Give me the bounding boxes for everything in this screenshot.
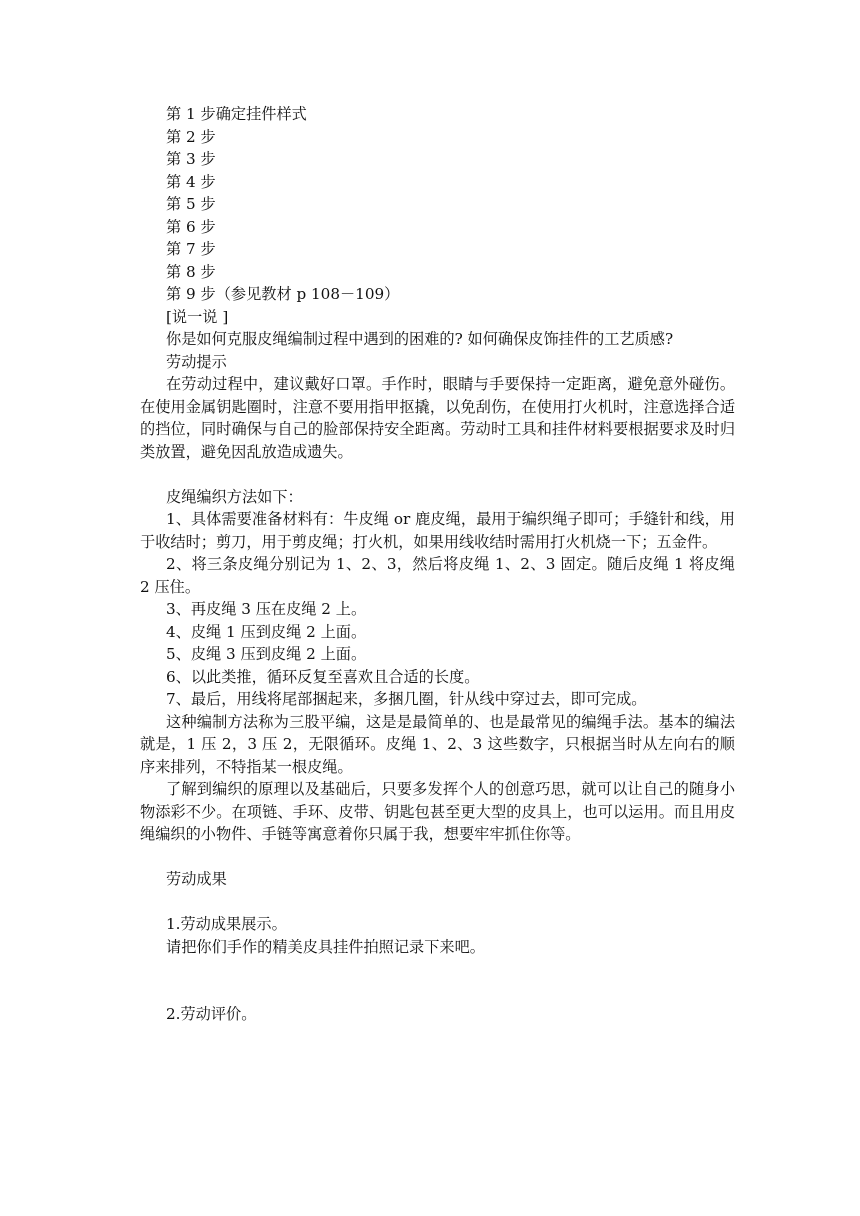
document-page (140, 103, 735, 1026)
step-item: 第 1 步确定挂件样式 (166, 105, 307, 123)
step-item: 第 9 步（参见教材 p 108－109） (166, 285, 400, 303)
step-item: 第 7 步 (166, 240, 216, 258)
method-item: 3、再皮绳 3 压在皮绳 2 上。 (166, 600, 367, 618)
method-paragraph: 了解到编织的原理以及基础后，只要多发挥个人的创意巧思，就可以让自己的随身小物添彩不少。在项链、手环、皮带、钥匙包甚至更大型的皮具上，也可以运用。而且用皮绳编织的小物件、手链等寓意着你只属于我，想要牢牢抓住你等。 (140, 780, 735, 843)
spacer (140, 958, 735, 1003)
method-heading: 皮绳编织方法如下： (166, 487, 303, 506)
method-item: 5、皮绳 3 压到皮绳 2 上面。 (166, 645, 367, 663)
steps-list (140, 103, 735, 306)
discuss-label: [说一说 ] (166, 307, 229, 326)
spacer (140, 846, 735, 869)
method-item: 4、皮绳 1 压到皮绳 2 上面。 (166, 622, 367, 641)
discuss-question: 你是如何克服皮绳编制过程中遇到的困难的? 如何确保皮饰挂件的工艺质感? (166, 330, 674, 348)
spacer (140, 891, 735, 914)
step-item: 第 8 步 (166, 262, 216, 281)
method-item: 7、最后，用线将尾部捆起来，多捆几圈，针从线中穿过去，即可完成。 (166, 690, 647, 708)
spacer (140, 463, 735, 486)
method-paragraph: 这种编制方法称为三股平编，这是是最简单的、也是最常见的编绳手法。基本的编法就是，1 压 2，3 压 2，无限循环。皮绳 1、2、3 这些数字，只根据当时从左向右的顺序来排列，不特指某一根皮绳。 (140, 712, 735, 776)
method-item: 2、将三条皮绳分别记为 1、2、3，然后将皮绳 1、2、3 固定。随后皮绳 1 将皮绳 2 压住。 (140, 555, 735, 596)
tips-heading: 劳动提示 (166, 352, 227, 371)
method-item: 6、以此类推，循环反复至喜欢且合适的长度。 (166, 667, 480, 686)
tips-body: 在劳动过程中，建议戴好口罩。手作时，眼睛与手要保持一定距离，避免意外碰伤。在使用金属钥匙圈时，注意不要用指甲抠撬，以免刮伤，在使用打火机时，注意选择合适的挡位，同时确保与自己的脸部保持安全距离。劳动时工具和挂件材料要根据要求及时归类放置，避免因乱放造成遗失。 (140, 375, 735, 461)
results-item2-title: 2.劳动评价。 (166, 1005, 257, 1023)
step-item: 第 4 步 (166, 172, 216, 191)
step-item: 第 5 步 (166, 195, 216, 213)
results-heading: 劳动成果 (166, 870, 227, 888)
step-item: 第 6 步 (166, 217, 216, 236)
results-item1-title: 1.劳动成果展示。 (166, 915, 287, 933)
method-item: 1、具体需要准备材料有：牛皮绳 or 鹿皮绳，最用于编织绳子即可；手缝针和线，用于收结时；剪刀，用于剪皮绳；打火机，如果用线收结时需用打火机烧一下；五金件。 (140, 510, 735, 551)
results-item1-body: 请把你们手作的精美皮具挂件拍照记录下来吧。 (166, 937, 485, 956)
step-item: 第 3 步 (166, 150, 216, 168)
step-item: 第 2 步 (166, 127, 216, 146)
